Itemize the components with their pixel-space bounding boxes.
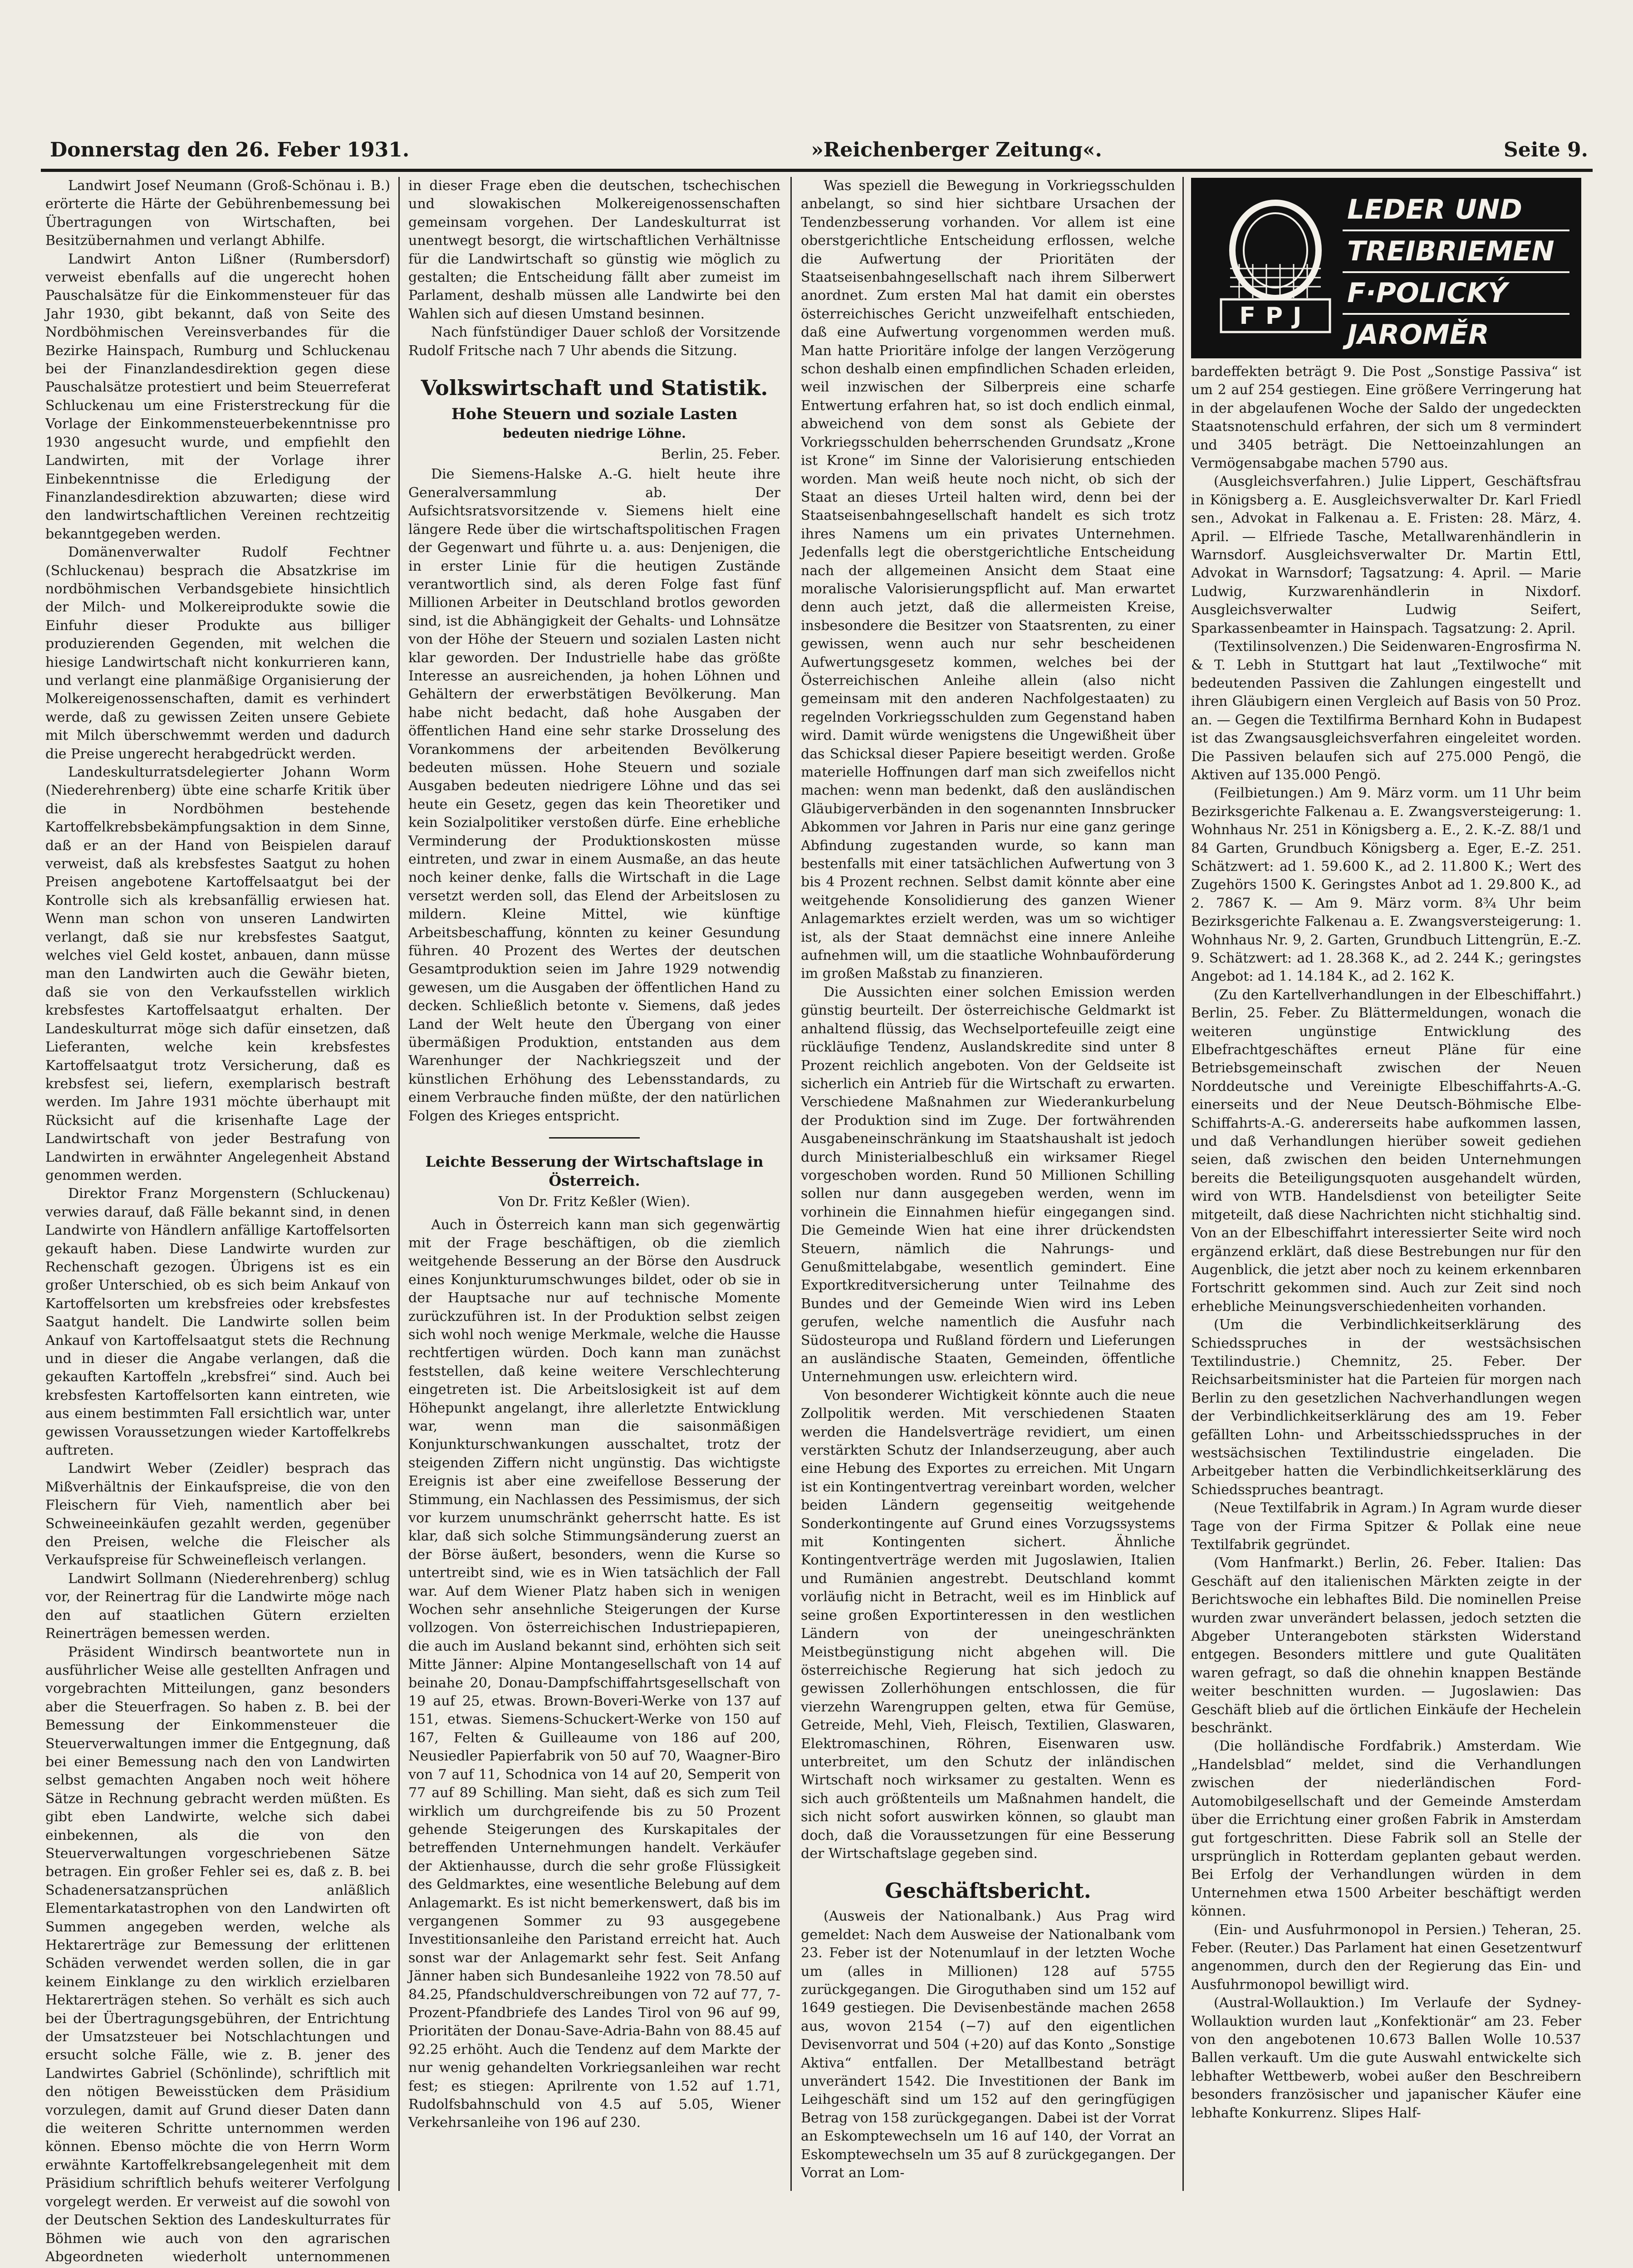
ad-line: JAROMĚR (1343, 315, 1569, 355)
paragraph: Präsident Windirsch beantwortete nun in ausführlicher Weise alle gestellten Anfragen und vorgebrachten Mitteilungen, ganz besonders aber die Steuerfragen. So haben z. B. bei der Bemessung der Einkommensteuer die Steuerverwaltungen immer die Entgegnung, daß bei einer Bemessung nach den von Landwirten selbst gemachten Angaben noch weit höhere Sätze in Rechnung gebracht werden müßten. Es gibt eben Landwirte, welche sich dabei einbekennen, als die von den Steuerverwaltungen vorgeschriebenen Sätze betragen. Ein großer Fehler sei es, daß z. B. bei Schadenersatzansprüchen anläßlich Elementarkatastrophen von den Landwirten oft Summen angegeben werden, welche als Hektarerträge zur Bemessung der erlittenen Schäden verwendet werden sollen, die in gar keinem Einklange zu den wirklich erzielbaren Hektarerträgen stehen. So verhält es sich auch bei der Übertragungsgebühren, der Entrichtung der Umsatzsteuer bei Notschlachtungen und ersucht solche Fälle, wie z. B. jener des Landwirtes Gabriel (Schönlinde), schriftlich mit den nötigen Beweisstücken dem Präsidium vorzulegen, damit auf Grund dieser Daten dann die weiteren Schritte unternommen werden können. Ebenso möchte die von Herrn Worm erwähnte Kartoffelkrebsangelegenheit mit dem Präsidium schriftlich behufs weiterer Verfolgung vorgelegt werden. Er verweist auf die sowohl von der Deutschen Sektion des Landeskulturrates für Böhmen wie auch von den agrarischen Abgeordneten wiederholt unternommenen (45, 1643, 390, 2268)
paragraph: (Ausweis der Nationalbank.) Aus Prag wird gemeldet: Nach dem Ausweise der Nationalbank vom 23. Feber ist der Notenumlauf in der letzten Woche um (alles in Millionen) 128 auf 5755 zurückgegangen. Die Giroguthaben sind um 152 auf 1649 gestiegen. Die Devisenbestände machen 2658 aus, wovon 2154 (−7) auf den eigentlichen Devisenvorrat und 504 (+20) auf das Konto „Sonstige Aktiva“ entfallen. Der Metallbestand beträgt unverändert 1542. Die Investitionen der Bank im Leihgeschäft sind um 152 auf den geringfügigen Betrag von 158 zurückgegangen. Dabei ist der Vorrat an Eskomptewechseln um 16 auf 140, der Vorrat an Eskomptewechseln um 35 auf 8 zurückgegangen. Der Vorrat an Lom- (801, 1907, 1175, 2182)
paragraph: Nach fünfstündiger Dauer schloß der Vorsitzende Rudolf Fritsche nach 7 Uhr abends die Sitzung. (408, 323, 780, 360)
article-divider (549, 1137, 640, 1139)
paragraph: (Zu den Kartellverhandlungen in der Elbeschiffahrt.) Berlin, 25. Feber. Zu Blättermeldungen, wonach die weiteren ungünstige Entwicklung des Elbefrachtgeschäftes erneut Pläne für eine Betriebsgemeinschaft zwischen der Neuen Norddeutsche und Vereinigte Elbeschiffahrts-A.-G. einerseits und der Neue Deutsch-Böhmische Elbe-Schiffahrts-A.-G. andererseits habe aufkommen lassen, und daß Verhandlungen hierüber soweit gediehen seien, daß zwischen den beiden Unternehmungen bereits die Beteiligungsquoten ausgehandelt würden, wird von WTB. Handelsdienst von beteiligter Seite mitgeteilt, daß diese Nachrichten nicht stichhaltig sind. Von an der Elbeschiffahrt interessierter Seite wird noch ergänzend erklärt, daß diese Bestrebungen nur für den Augenblick, die jetzt aber noch zu keinem erkennbaren Fortschritt gekommen sind. Auch zur Zeit sind noch erhebliche Meinungsverschiedenheiten vorhanden. (1191, 986, 1581, 1316)
paragraph: Landwirt Sollmann (Niederehrenberg) schlug vor, der Reinertrag für die Landwirte möge nach den auf staatlichen Gütern erzielten Reinerträgen bemessen werden. (45, 1570, 390, 1643)
paragraph: Landeskulturratsdelegierter Johann Worm (Niederehrenberg) übte eine scharfe Kritik über die in Nordböhmen bestehende Kartoffelkrebsbekämpfungsaktion in dem Sinne, daß er an der Hand von Beispielen darauf verweist, daß als krebsfestes Saatgut zu hohen Preisen angebotene Kartoffelsaatgut bei der Kontrolle sich als krebsanfällig erwiesen hat. Wenn man schon von unseren Landwirten verlangt, daß sie nur krebsfestes Saatgut, welches viel Geld kostet, anbauen, dann müsse man den Landwirten auch die Gewähr bieten, daß sie von den Verkaufsstellen wirklich krebsfestes Kartoffelsaatgut erhalten. Der Landeskulturrat möge sich dafür einsetzen, daß Lieferanten, welche kein krebsfestes Kartoffelsaatgut trotz Versicherung, daß es krebsfest sei, liefern, exemplarisch bestraft werden. Im Jahre 1931 möchte überhaupt mit Rücksicht auf die krisenhafte Lage der Landwirtschaft von jeder Bestrafung von Landwirten in erwähnter Angelegenheit Abstand genommen werden. (45, 763, 390, 1185)
paragraph: (Neue Textilfabrik in Agram.) In Agram wurde dieser Tage von der Firma Spitzer & Pollak eine neue Textilfabrik gegründet. (1191, 1499, 1581, 1554)
paragraph: Was speziell die Bewegung in Vorkriegsschulden anbelangt, so sind hier sichtbare Ursachen der Tendenzbesserung vorhanden. Vor allem ist eine oberstgerichtliche Entscheidung erflossen, welche die Aufwertung der Prioritäten der Staatseisenbahngesellschaft nach ihrem Silberwert anordnet. Zum ersten Mal hat damit ein oberstes österreichisches Gericht unzweifelhaft entschieden, daß eine Aufwertung vorgenommen werden muß. Man hatte Prioritäre infolge der langen Verzögerung schon deshalb einen empfindlichen Schaden erleiden, weil inzwischen der Silberpreis eine scharfe Entwertung erfahren hat, so ist doch endlich einmal, abweichend von dem sonst als Gebiete der Vorkriegsschulden beherrschenden Grundsatz „Krone ist Krone“ im Sinne der Valorisierung entschieden worden. Man weiß heute noch nicht, ob sich der Staat an dieses Urteil halten wird, denn bei der Staatseisenbahngesellschaft handelt es sich trotz ihres Namens um ein privates Unternehmen. Jedenfalls legt die oberstgerichtliche Entscheidung nach der allgemeinen Ansicht dem Staat eine moralische Valorisierungspflicht auf. Man erwartet denn auch jetzt, daß die allermeisten Kreise, insbesondere die Besitzer von Staatsrenten, zu einer gewissen, wenn auch nur sehr bescheidenen Aufwertungsgesetz kommen, welches bei der Österreichischen Anleihe allein (also nicht gemeinsam mit den anderen Nachfolgestaaten) zu regelnden Vorkriegsschulden zum Gegenstand haben wird. Damit würde wenigstens die Ungewißheit über das Schicksal dieser Papiere beseitigt werden. Große materielle Hoffnungen darf man sich zweifellos nicht machen: wenn man bedenkt, daß den ausländischen Gläubigerverbänden in den sogenannten Innsbrucker Abkommen vor Jahren in Paris nur eine ganz geringe Abfindung zugestanden wurde, so kann man bestenfalls mit einer tatsächlichen Aufwertung von 3 bis 4 Prozent rechnen. Selbst damit könnte aber eine weitgehende Konsolidierung des ganzen Wiener Anlagemarktes erzielt werden, was um so wichtiger ist, als der Staat demnächst eine innere Anleihe aufnehmen will, um die staatliche Wohnbauförderung im großen Maßstab zu finanzieren. (801, 177, 1175, 983)
column-divider (398, 177, 400, 2191)
header-paper-name: »Reichenberger Zeitung«. (811, 138, 1102, 161)
paragraph: Von besonderer Wichtigkeit könnte auch die neue Zollpolitik werden. Mit verschiedenen Staaten werden die Handelsverträge revidiert, um einen verstärkten Schutz der Inlandserzeugung, aber auch eine Hebung des Exportes zu erreichen. Mit Ungarn ist ein Kontingentvertrag vereinbart worden, welcher beiden Ländern gegenseitig weitgehende Sonderkontingente auf Grund eines Vorzugssystems mit Kontingenten sichert. Ähnliche Kontingentverträge werden mit Jugoslawien, Italien und Rumänien angestrebt. Deutschland kommt vorläufig nicht in Betracht, weil es im Hinblick auf seine großen Exportinteressen in den westlichen Ländern von der uneingeschränkten Meistbegünstigung nicht abgehen will. Die österreichische Regierung hat sich jedoch zu gewissen Zollerhöhungen entschlossen, die für vierzehn Warengruppen gelten, etwa für Gemüse, Getreide, Mehl, Vieh, Fleisch, Textilien, Glaswaren, Elektromaschinen, Röhren, Eisenwaren usw. unterbreitet, um den Schutz der inländischen Wirtschaft noch wirksamer zu gestalten. Wenn es sich auch größtenteils um Maßnahmen handelt, die sich nicht sofort auswirken können, so glaubt man doch, daß die Voraussetzungen für eine Besserung der Wirtschaftslage gegeben sind. (801, 1387, 1175, 1863)
paragraph: in dieser Frage eben die deutschen, tschechischen und slowakischen Molkereigenossenschaften gemeinsam vorgehen. Der Landeskulturrat ist unentwegt besorgt, die wirtschaftlichen Verhältnisse für die Landwirtschaft so günstig wie möglich zu gestalten; die Entscheidung fällt aber zumeist im Parlament, deshalb müssen alle Landwirte bei den Wahlen sich auf diesen Umstand besinnen. (408, 177, 780, 323)
column-divider (790, 177, 792, 2191)
column-3 (801, 177, 1175, 2191)
header-page-number: Seite 9. (1504, 138, 1588, 161)
paragraph: (Feilbietungen.) Am 9. März vorm. um 11 Uhr beim Bezirksgerichte Falkenau a. E. Zwangsversteigerung: 1. Wohnhaus Nr. 251 in Königsberg a. E., 2. K.-Z. 88/1 und 84 Garten, Grundbuch Königsberg a. Eger, E.-Z. 251. Schätzwert: ad 1. 59.600 K., ad 2. 11.800 K.; Wert des Zugehörs 1500 K. Geringstes Anbot ad 1. 29.800 K., ad 2. 7867 K. — Am 9. März vorm. 8¾ Uhr beim Bezirksgerichte Falkenau a. E. Zwangsversteigerung: 1. Wohnhaus Nr. 9, 2. Garten, Grundbuch Littengrün, E.-Z. 9. Schätzwert: ad 1. 28.368 K., ad 2. 244 K.; geringstes Angebot: ad 1. 14.184 K., ad 2. 162 K. (1191, 784, 1581, 986)
paragraph: Landwirt Weber (Zeidler) besprach das Mißverhältnis der Einkaufspreise, die von den Fleischern für Vieh, namentlich aber bei Schweineeinkäufen gezahlt werden, gegenüber den Preisen, welche die Fleischer als Verkaufspreise für Schweinefleisch verlangen. (45, 1460, 390, 1569)
paragraph: bardeffekten beträgt 9. Die Post „Sonstige Passiva“ ist um 2 auf 254 gestiegen. Eine größere Verringerung hat in der abgelaufenen Woche der Saldo der ungedeckten Staatsnotenschuld erfahren, der sich um 8 vermindert und 3405 beträgt. Die Nettoeinzahlungen an Vermögensabgabe machen 5790 aus. (1191, 363, 1581, 473)
paragraph: (Die holländische Fordfabrik.) Amsterdam. Wie „Handelsblad“ meldet, sind die Verhandlungen zwischen der niederländischen Ford-Automobilgesellschaft und der Gemeinde Amsterdam über die Errichtung einer großen Fabrik in Amsterdam gut fortgeschritten. Diese Fabrik soll an Stelle der ursprünglich in Rotterdam geplanten gebaut werden. Bei Erfolg der Verhandlungen würden in dem Unternehmen etwa 1500 Arbeiter beschäftigt werden können. (1191, 1737, 1581, 1921)
ad-line: LEDER UND (1343, 190, 1569, 231)
paragraph: Domänenverwalter Rudolf Fechtner (Schluckenau) besprach die Absatzkrise im nordböhmischen Verbandsgebiete hinsichtlich der Milch- und Molkereiprodukte sowie die Einfuhr dieser Produkte aus billiger produzierenden Gegenden, mit welchen die hiesige Landwirtschaft nicht konkurrieren kann, und verlangt eine planmäßige Organisierung der Molkereigenossenschaften, damit es verhindert werde, daß zu gewissen Zeiten unsere Gebiete mit Milch überschwemmt werden und dadurch die Preise ungerecht herabgedrückt werden. (45, 543, 390, 763)
article-subtitle: bedeuten niedrige Löhne. (408, 425, 780, 442)
paragraph: Landwirt Anton Lißner (Rumbersdorf) verweist ebenfalls auf die ungerecht hohen Pauschalsätze für die Einkommensteuer für das Jahr 1930, gibt bekannt, daß von Seite des Nordböhmischen Vereinsverbandes für die Bezirke Hainspach, Rumburg und Schluckenau bei der Finanzlandesdirektion gegen diese Pauschalsätze protestiert und beim Steuerreferat Schluckenau um eine Fristerstreckung für die Vorlage der Einkommensteuerbekenntnisse pro 1930 angesucht wurde, und empfiehlt den Landwirten, mit der Vorlage ihrer Einbekenntnisse die Erledigung der Finanzlandesdirektion abzuwarten; diese wird den landwirtschaftlichen Vereinen rechtzeitig bekanntgegeben werden. (45, 250, 390, 544)
advertisement (1191, 178, 1581, 358)
section-title-report: Geschäftsbericht. (801, 1878, 1175, 1903)
page-header (50, 138, 1588, 166)
column-divider (1182, 177, 1184, 2191)
ad-text (1343, 190, 1569, 355)
header-rule (41, 169, 1593, 172)
paragraph: (Textilinsolvenzen.) Die Seidenwaren-Engrosfirma N. & T. Lebh in Stuttgart hat laut „Textilwoche“ mit bedeutenden Passiven die Zahlungen eingestellt und ihren Gläubigern einen Vergleich auf Basis von 50 Proz. an. — Gegen die Textilfirma Bernhard Kohn in Budapest ist das Zwangsausgleichsverfahren eingeleitet worden. Die Passiven belaufen sich auf 275.000 Pengö, die Aktiven auf 135.000 Pengö. (1191, 638, 1581, 784)
section-title-economy: Volkswirtschaft und Statistik. (408, 376, 780, 400)
paragraph: Die Aussichten einer solchen Emission werden günstig beurteilt. Der österreichische Geldmarkt ist anhaltend flüssig, das Wechselportefeuille zeigt eine rückläufige Tendenz, Auslandskredite sind unter 8 Prozent reichlich angeboten. Von der Geldseite ist sicherlich ein Antrieb für die Wirtschaft zu erwarten. Verschiedene Maßnahmen zur Wiederankurbelung der Produktion sind im Zuge. Der fortwährenden Ausgabeneinschränkung im Staatshaushalt ist jedoch durch Ministerialbeschluß ein wirksamer Riegel vorgeschoben worden. Rund 50 Millionen Schilling sollen nur dann ausgegeben werden, wenn im vorhinein die Einnahmen hiefür eingegangen sind. Die Gemeinde Wien hat eine ihrer drückendsten Steuern, nämlich die Nahrungs- und Genußmittelabgabe, wesentlich gemindert. Eine Exportkreditversicherung unter Teilnahme des Bundes und der Gemeinde Wien wird ins Leben gerufen, welche namentlich die Ausfuhr nach Südosteuropa und Rußland fördern und Lieferungen an ausländische Staaten, Gemeinden, öffentliche Unternehmungen usw. erleichtern wird. (801, 983, 1175, 1387)
paragraph: Die Siemens-Halske A.-G. hielt heute ihre Generalversammlung ab. Der Aufsichtsratsvorsitzende v. Siemens hielt eine längere Rede über die wirtschaftspolitischen Fragen der Gegenwart und führte u. a. aus: Denjenigen, die in erster Linie für die heutigen Zustände verantwortlich sind, als deren Folge fast fünf Millionen Arbeiter in Deutschland brotlos geworden sind, ist die Abhängigkeit der Gehalts- und Lohnsätze von der Höhe der Steuern und sozialen Lasten nicht klar geworden. Der Industrielle habe das größte Interesse an ausreichenden, ja hohen Löhnen und Gehältern der erwerbstätigen Bevölkerung. Man habe nicht bedacht, daß hohe Ausgaben der öffentlichen Hand eine sehr starke Drosselung des Vorankommens der arbeitenden Bevölkerung bedeuten müssen. Hohe Steuern und soziale Ausgaben bedeuten niedrigere Löhne und das sei heute ein Gesetz, gegen das kein Theoretiker und kein Sozialpolitiker verstoßen dürfe. Eine erhebliche Verminderung der Produktionskosten müsse eintreten, und zwar in einem Ausmaße, an das heute noch keiner denke, falls die Wirtschaft in die Lage versetzt werden soll, das Elend der Arbeitslosen zu mildern. Kleine Mittel, wie künftige Arbeitsbeschaffung, könnten zu keiner Gesundung führen. 40 Prozent des Wertes der deutschen Gesamtproduktion seien im Jahre 1929 notwendig gewesen, um die Ausgaben der öffentlichen Hand zu decken. Schließlich betonte v. Siemens, daß jedes Land der Welt heute den Übergang von einer übermäßigen Produktion, entstanden aus dem Warenhunger der Nachkriegszeit und der künstlichen Erhöhung des Lebensstandards, zu einem Verbrauche finden müßte, der den natürlichen Folgen des Krieges entspricht. (408, 465, 780, 1125)
article-title: Leichte Besserung der Wirtschaftslage in Österreich. (408, 1152, 780, 1190)
ad-line: F·POLICKÝ (1343, 273, 1569, 315)
paragraph: (Ein- und Ausfuhrmonopol in Persien.) Teheran, 25. Feber. (Reuter.) Das Parlament hat einen Gesetzentwurf angenommen, durch den der Regierung das Ein- und Ausfuhrmonopol bewilligt wird. (1191, 1921, 1581, 1994)
paragraph: (Ausgleichsverfahren.) Julie Lippert, Geschäftsfrau in Königsberg a. E. Ausgleichsverwalter Dr. Karl Friedl sen., Advokat in Falkenau a. E. Fristen: 28. März, 4. April. — Elfriede Tasche, Metallwarenhändlerin in Warnsdorf. Ausgleichsverwalter Dr. Martin Ettl, Advokat in Warnsdorf; Tagsatzung: 4. April. — Marie Ludwig, Kurzwarenhändlerin in Nixdorf. Ausgleichsverwalter Ludwig Seifert, Sparkassenbeamter in Hainspach. Tagsatzung: 2. April. (1191, 473, 1581, 638)
article-author: Von Dr. Fritz Keßler (Wien). (408, 1193, 780, 1211)
column-1 (45, 177, 390, 2191)
paragraph: Auch in Österreich kann man sich gegenwärtig mit der Frage beschäftigen, ob die ziemlich weitgehende Besserung an der Börse den Ausdruck eines Konjunkturumschwunges bildet, oder ob sie in der Hauptsache nur auf technische Momente zurückzuführen ist. In der Produktion selbst zeigen sich wohl noch wenige Merkmale, welche die Hausse rechtfertigen würden. Doch kann man zunächst feststellen, daß keine weitere Verschlechterung eingetreten ist. Die Arbeitslosigkeit ist auf dem Höhepunkt angelangt, ihre allerletzte Entwicklung war, wenn man die saisonmäßigen Konjunkturschwankungen ausschaltet, trotz der steigenden Ziffern nicht ungünstig. Das wichtigste Ereignis ist aber eine zweifellose Besserung der Stimmung, ein Nachlassen des Pessimismus, der sich vor kurzem unumschränkt geherrscht hatte. Es ist klar, daß sich solche Stimmungsänderung zuerst an der Börse äußert, besonders, wenn die Kurse so untertreibt sind, wie es in Wien tatsächlich der Fall war. Auf dem Wiener Platz haben sich in wenigen Wochen sehr ansehnliche Steigerungen der Kurse vollzogen. Von österreichischen Industriepapieren, die auch im Ausland bekannt sind, erhöhten sich seit Mitte Jänner: Alpine Montangesellschaft von 14 auf beinahe 20, Donau-Dampfschiffahrtsgesellschaft von 19 auf 25, etwas. Brown-Boveri-Werke von 137 auf 151, etwas. Siemens-Schuckert-Werke von 150 auf 167, Felten & Guilleaume von 186 auf 200, Neusiedler Papierfabrik von 50 auf 70, Waagner-Biro von 7 auf 11, Schodnica von 14 auf 20, Semperit von 77 auf 89 Schilling. Man sieht, daß es sich zum Teil wirklich um durchgreifende bis zu 50 Prozent gehende Steigerungen des Kurskapitales der betreffenden Unternehmungen handelt. Verkäufer der Aktienhausse, durch die sehr große Flüssigkeit des Geldmarktes, eine wesentliche Belebung auf dem Anlagemarkt. Es ist nicht bemerkenswert, daß bis im vergangenen Sommer zu 93 ausgegebene Investitionsanleihe den Paristand erreicht hat. Auch sonst war der Anlagemarkt sehr fest. Seit Anfang Jänner haben sich Bundesanleihe 1922 von 78.50 auf 84.25, Pfandschuldverschreibungen von 72 auf 77, 7-Prozent-Pfandbriefe des Landes Tirol von 96 auf 99, Prioritäten der Donau-Save-Adria-Bahn von 88.45 auf 92.25 erhöht. Auch die Tendenz auf dem Markte der nur wenig gehandelten Vorkriegsanleihen war recht fest; es stiegen: Aprilrente von 1.52 auf 1.71, Rudolfsbahnschuld von 4.5 auf 5.05, Wiener Verkehrsanleihe von 196 auf 230. (408, 1216, 780, 2132)
paragraph: Direktor Franz Morgenstern (Schluckenau) verwies darauf, daß Fälle bekannt sind, in denen Landwirte von Händlern anfällige Kartoffelsorten gekauft haben. Diese Landwirte wurden zur Rechenschaft gezogen. Übrigens ist es ein großer Unterschied, ob es sich beim Ankauf von Kartoffelsorten um krebsfreies oder krebsfestes Saatgut handelt. Die Landwirte sollen beim Ankauf von Kartoffelsaatgut stets die Rechnung und in dieser die Angabe verlangen, daß die gekauften Kartoffeln „krebsfrei“ sind. Auch bei krebsfesten Kartoffelsorten kann eintreten, wie aus einem bestimmten Fall ersichtlich war, unter gewissen Voraussetzungen wieder Kartoffelkrebs auftreten. (45, 1185, 390, 1460)
ad-line: TREIBRIEMEN (1343, 231, 1569, 273)
header-date: Donnerstag den 26. Feber 1931. (50, 138, 409, 161)
basket-logo-icon (1212, 196, 1339, 341)
paragraph: (Vom Hanfmarkt.) Berlin, 26. Feber. Italien: Das Geschäft auf den italienischen Märkten zeigte in der Berichtswoche ein lebhaftes Bild. Die nominellen Preise wurden zwar unverändert belassen, jedoch setzten die Abgeber Unterangeboten stärksten Widerstand entgegen. Besonders mittlere und gute Qualitäten waren gefragt, so daß die ohnehin knappen Bestände weiter beschnitten wurden. — Jugoslawien: Das Geschäft blieb auf die örtlichen Einkäufe der Hechelein beschränkt. (1191, 1554, 1581, 1737)
logo-letters: FPJ (1240, 303, 1312, 330)
paragraph: Landwirt Josef Neumann (Groß-Schönau i. B.) erörterte die Härte der Gebührenbemessung bei Übertragungen von Wirtschaften, bei Besitzübernahmen und verlangt Abhilfe. (45, 177, 390, 250)
article-dateline: Berlin, 25. Feber. (408, 445, 780, 464)
paragraph: (Austral-Wollauktion.) Im Verlaufe der Sydney-Wollauktion wurden laut „Konfektionär“ am 23. Feber von den angebotenen 10.673 Ballen Wolle 10.537 Ballen verkauft. Um die gute Auswahl entwickelte sich lebhafter Wettbewerb, wobei außer den Beschreibern besonders französischer und japanischer Käufer eine lebhafte Konkurrenz. Slipes Half- (1191, 1994, 1581, 2122)
column-2 (408, 177, 780, 2191)
article-title: Hohe Steuern und soziale Lasten (408, 405, 780, 424)
paragraph: (Um die Verbindlichkeitserklärung des Schiedsspruches in der westsächsischen Textilindustrie.) Chemnitz, 25. Feber. Der Reichsarbeitsminister hat die Parteien für morgen nach Berlin zu den gesetzlichen Nachverhandlungen wegen der Verbindlichkeitserklärung des am 19. Feber gefällten Lohn- und Arbeitsschiedsspruches in der westsächsischen Textilindustrie eingeladen. Die Arbeitgeber hatten die Verbindlichkeitserklärung des Schiedsspruches beantragt. (1191, 1316, 1581, 1499)
column-4 (1191, 363, 1581, 2191)
